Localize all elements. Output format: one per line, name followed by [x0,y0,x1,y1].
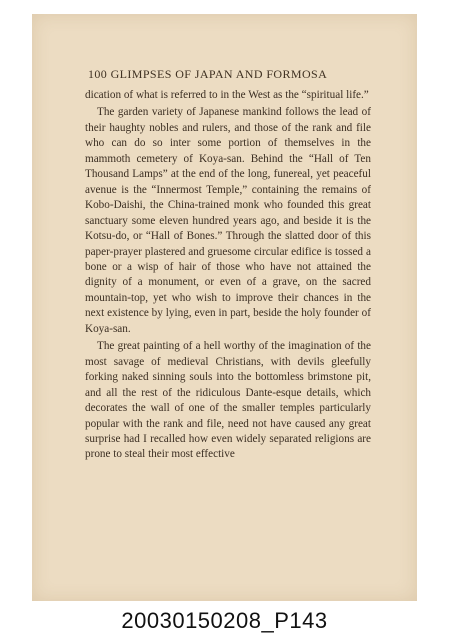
running-head: 100 GLIMPSES OF JAPAN AND FORMOSA [88,67,328,81]
page-body [85,88,371,465]
image-id-caption: 20030150208_P143 [121,608,328,633]
paragraph-2: The garden variety of Japanese mankind follows the lead of their haughty nobles and rulers, and those of the rank and file who can do so inter some portion of themselves in the mammoth cemetery of Koya-san. Behind the “Hall of Ten Thousand Lamps” at the end of the long, funereal, yet peaceful avenue is the “Innermost Temple,” containing the remains of Kobo-Daishi, the China-trained monk who founded this great sanctuary some eleven hundred years ago, and beside it is the Kotsu-do, or “Hall of Bones.” Through the slatted door of this paper-prayer plastered and gruesome circular edifice is tossed a bone or a wisp of hair of those who have not attained the dignity of a monument, or even of a grave, on the sacred mountain-top, yet who wish to improve their chances in the next existence by lying, even in part, beside the holy founder of Koya-san. [85,106,371,335]
paragraph-3: The great painting of a hell worthy of the imagination of the most savage of medieval Christians, with devils gleefully forking naked sinning souls into the bottomless brimstone pit, and all the rest of the ridiculous Dante-esque details, which decorates the wall of one of the smaller temples particularly popular with the rank and file, need not have caused any great surprise had I recalled how even widely separated religions are prone to steal their most effective [85,340,371,461]
paragraph-1: dication of what is referred to in the West as the “spiritual life.” [85,89,369,101]
